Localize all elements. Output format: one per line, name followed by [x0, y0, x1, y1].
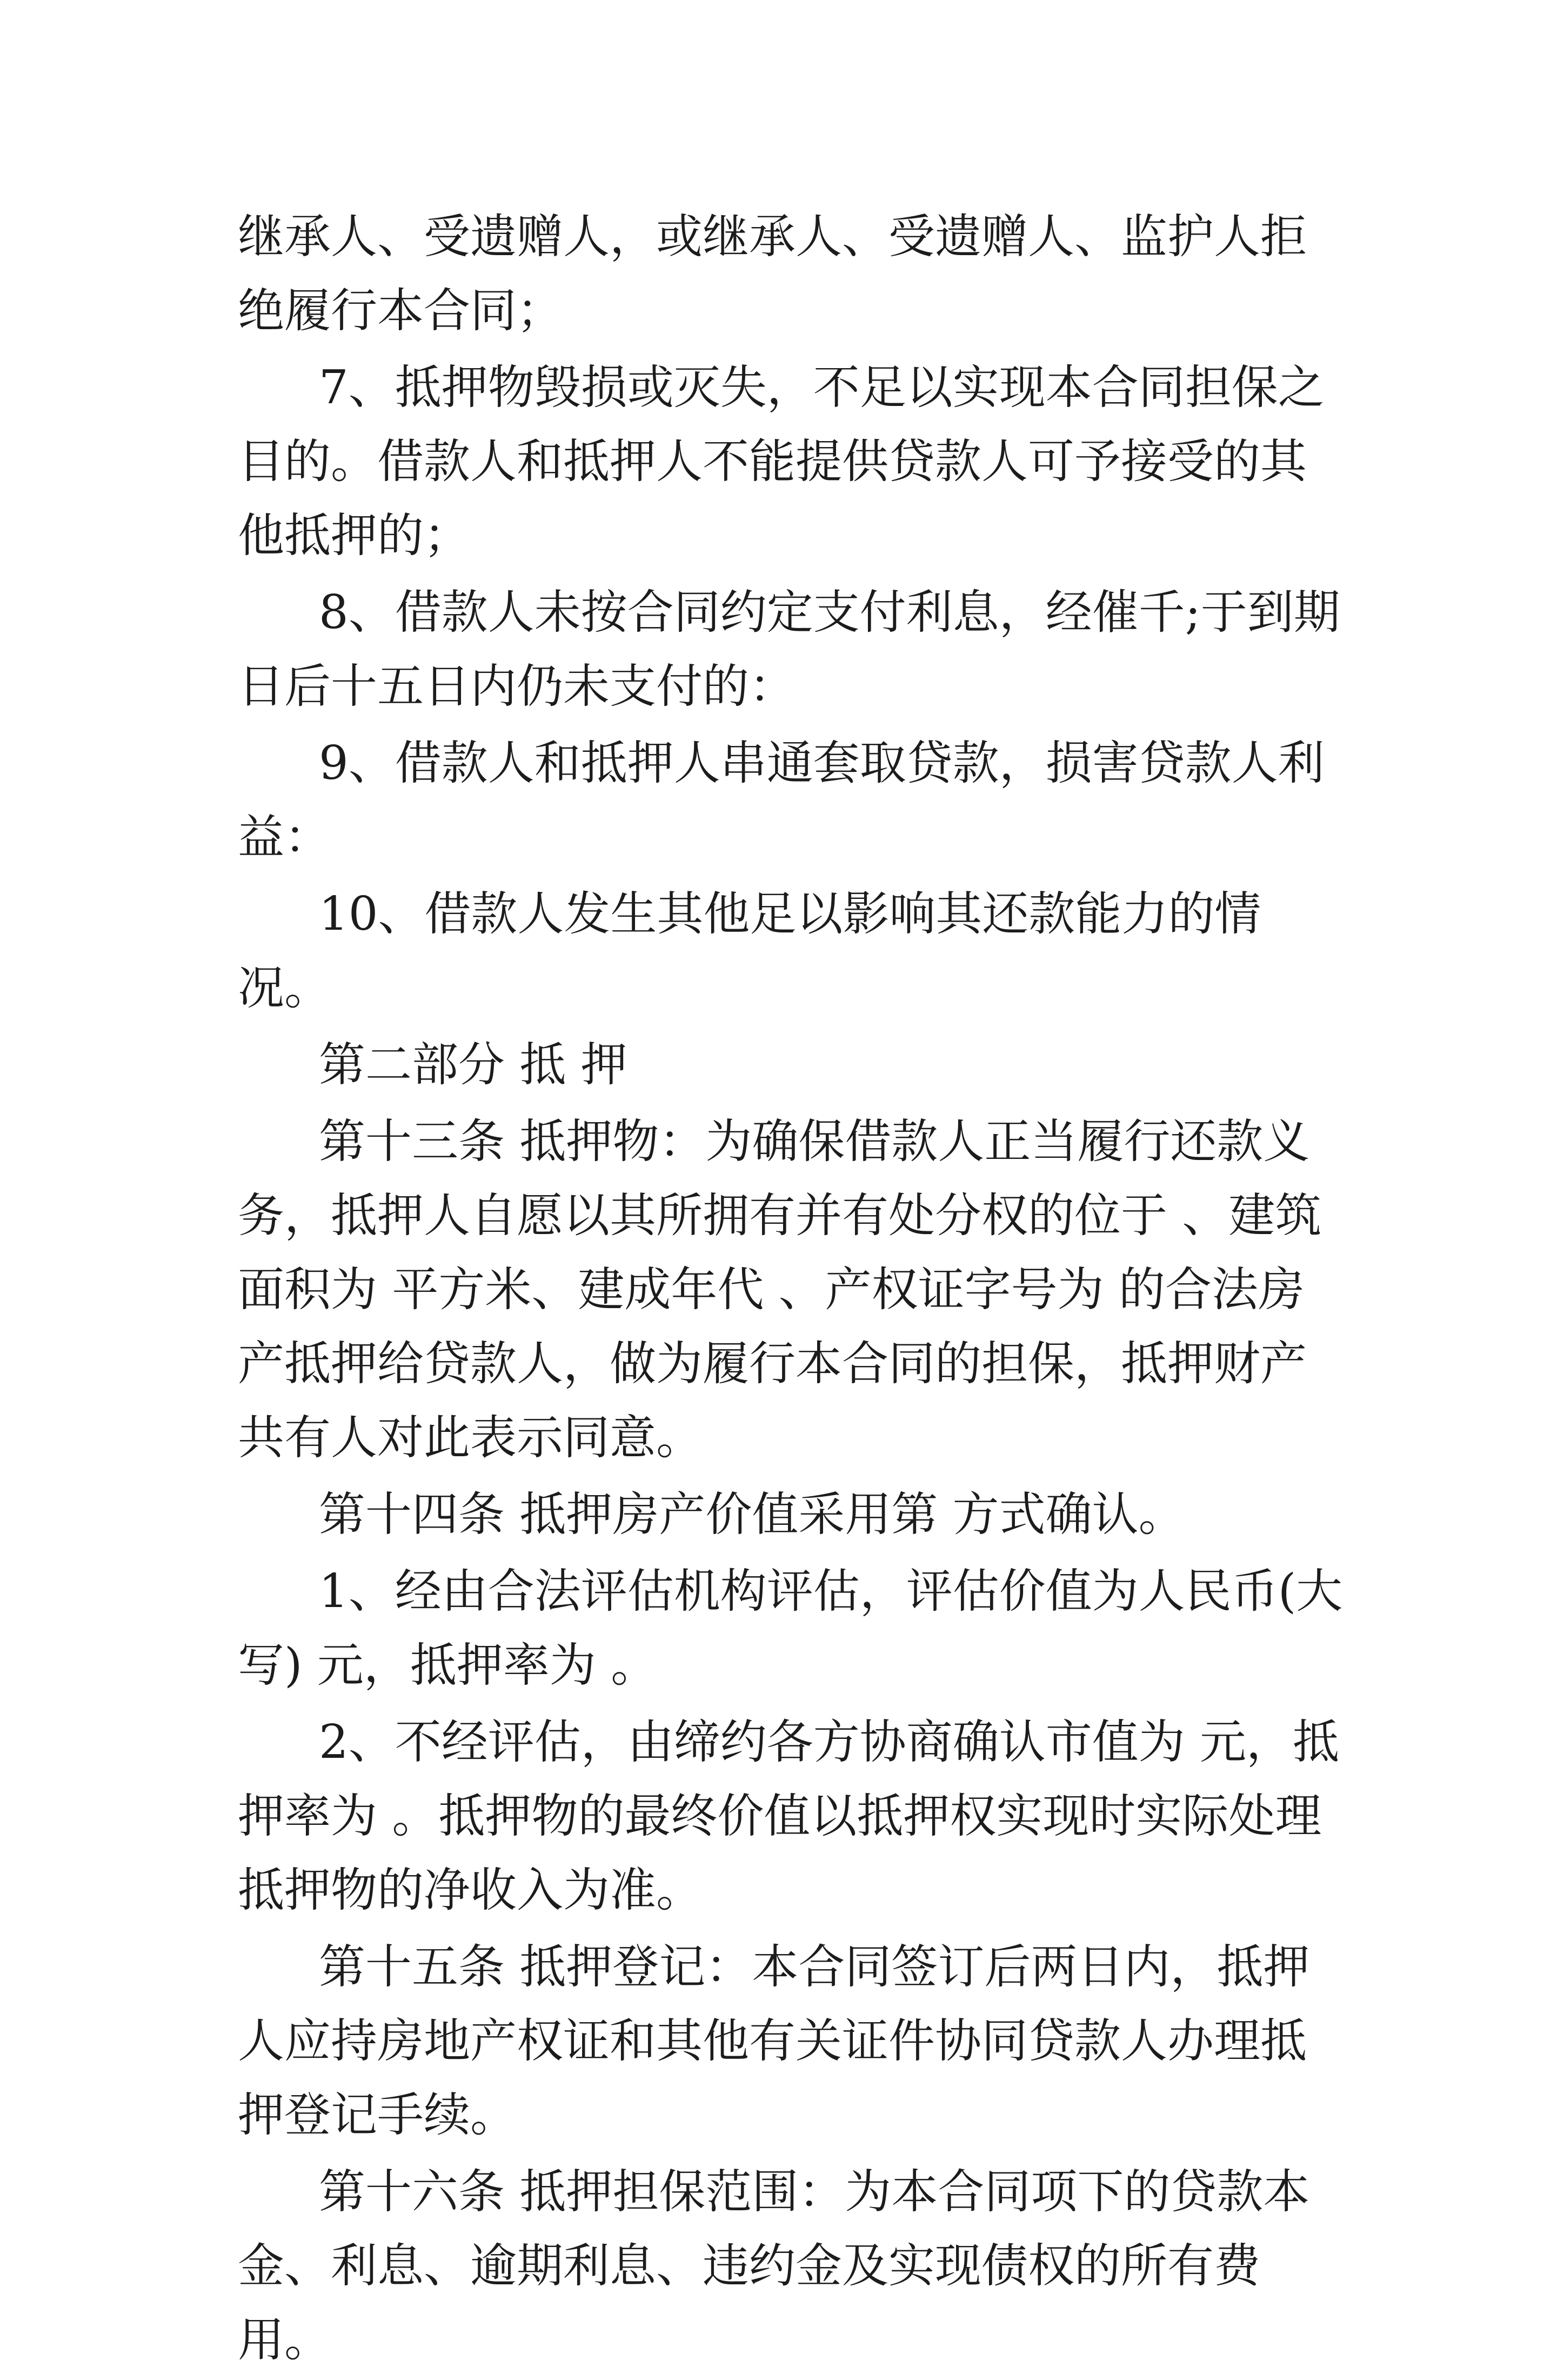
article-13: 第十三条 抵押物：为确保借款人正当履行还款义务，抵押人自愿以其所拥有并有处分权的位于 、建筑面积为 平方米、建成年代 、产权证字号为 的合法房产抵押给贷款人，做为履行本合同的担保，抵押财产共有人对此表示同意。: [238, 1115, 1322, 1465]
paragraph: 继承人、受遗赠人，或继承人、受遗赠人、监护人拒绝履行本合同；: [238, 210, 1307, 338]
paragraph: 1、经由合法评估机构评估，评估价值为人民币(大写) 元，抵押率为 。: [238, 1564, 1343, 1692]
paragraph: 9、借款人和抵押人串通套取贷款，损害贷款人利益：: [238, 736, 1325, 864]
article-15: 第十五条 抵押登记：本合同签订后两日内，抵押人应持房地产权证和其他有关证件协同贷款人办理抵押登记手续。: [238, 1940, 1310, 2142]
paragraph: 2、不经评估，由缔约各方协商确认市值为 元，抵押率为 。抵押物的最终价值以抵押权实现时实际处理抵押物的净收入为准。: [238, 1715, 1340, 1917]
article-16: 第十六条 抵押担保范围：为本合同项下的贷款本金、利息、逾期利息、违约金及实现债权的所有费用。: [238, 2165, 1310, 2367]
paragraph: 10、借款人发生其他足以影响其还款能力的情况。: [238, 887, 1261, 1015]
section-heading: 第二部分 抵 押: [319, 1038, 627, 1092]
paragraph: 8、借款人未按合同约定支付利息，经催千;于到期日后十五日内仍未支付的：: [238, 585, 1340, 714]
article-14: 第十四条 抵押房产价值采用第 方式确认。: [319, 1488, 1185, 1542]
document-body: [238, 200, 1346, 2380]
paragraph: 7、抵押物毁损或灭失，不足以实现本合同担保之目的。借款人和抵押人不能提供贷款人可予接受的其他抵押的；: [238, 361, 1325, 563]
